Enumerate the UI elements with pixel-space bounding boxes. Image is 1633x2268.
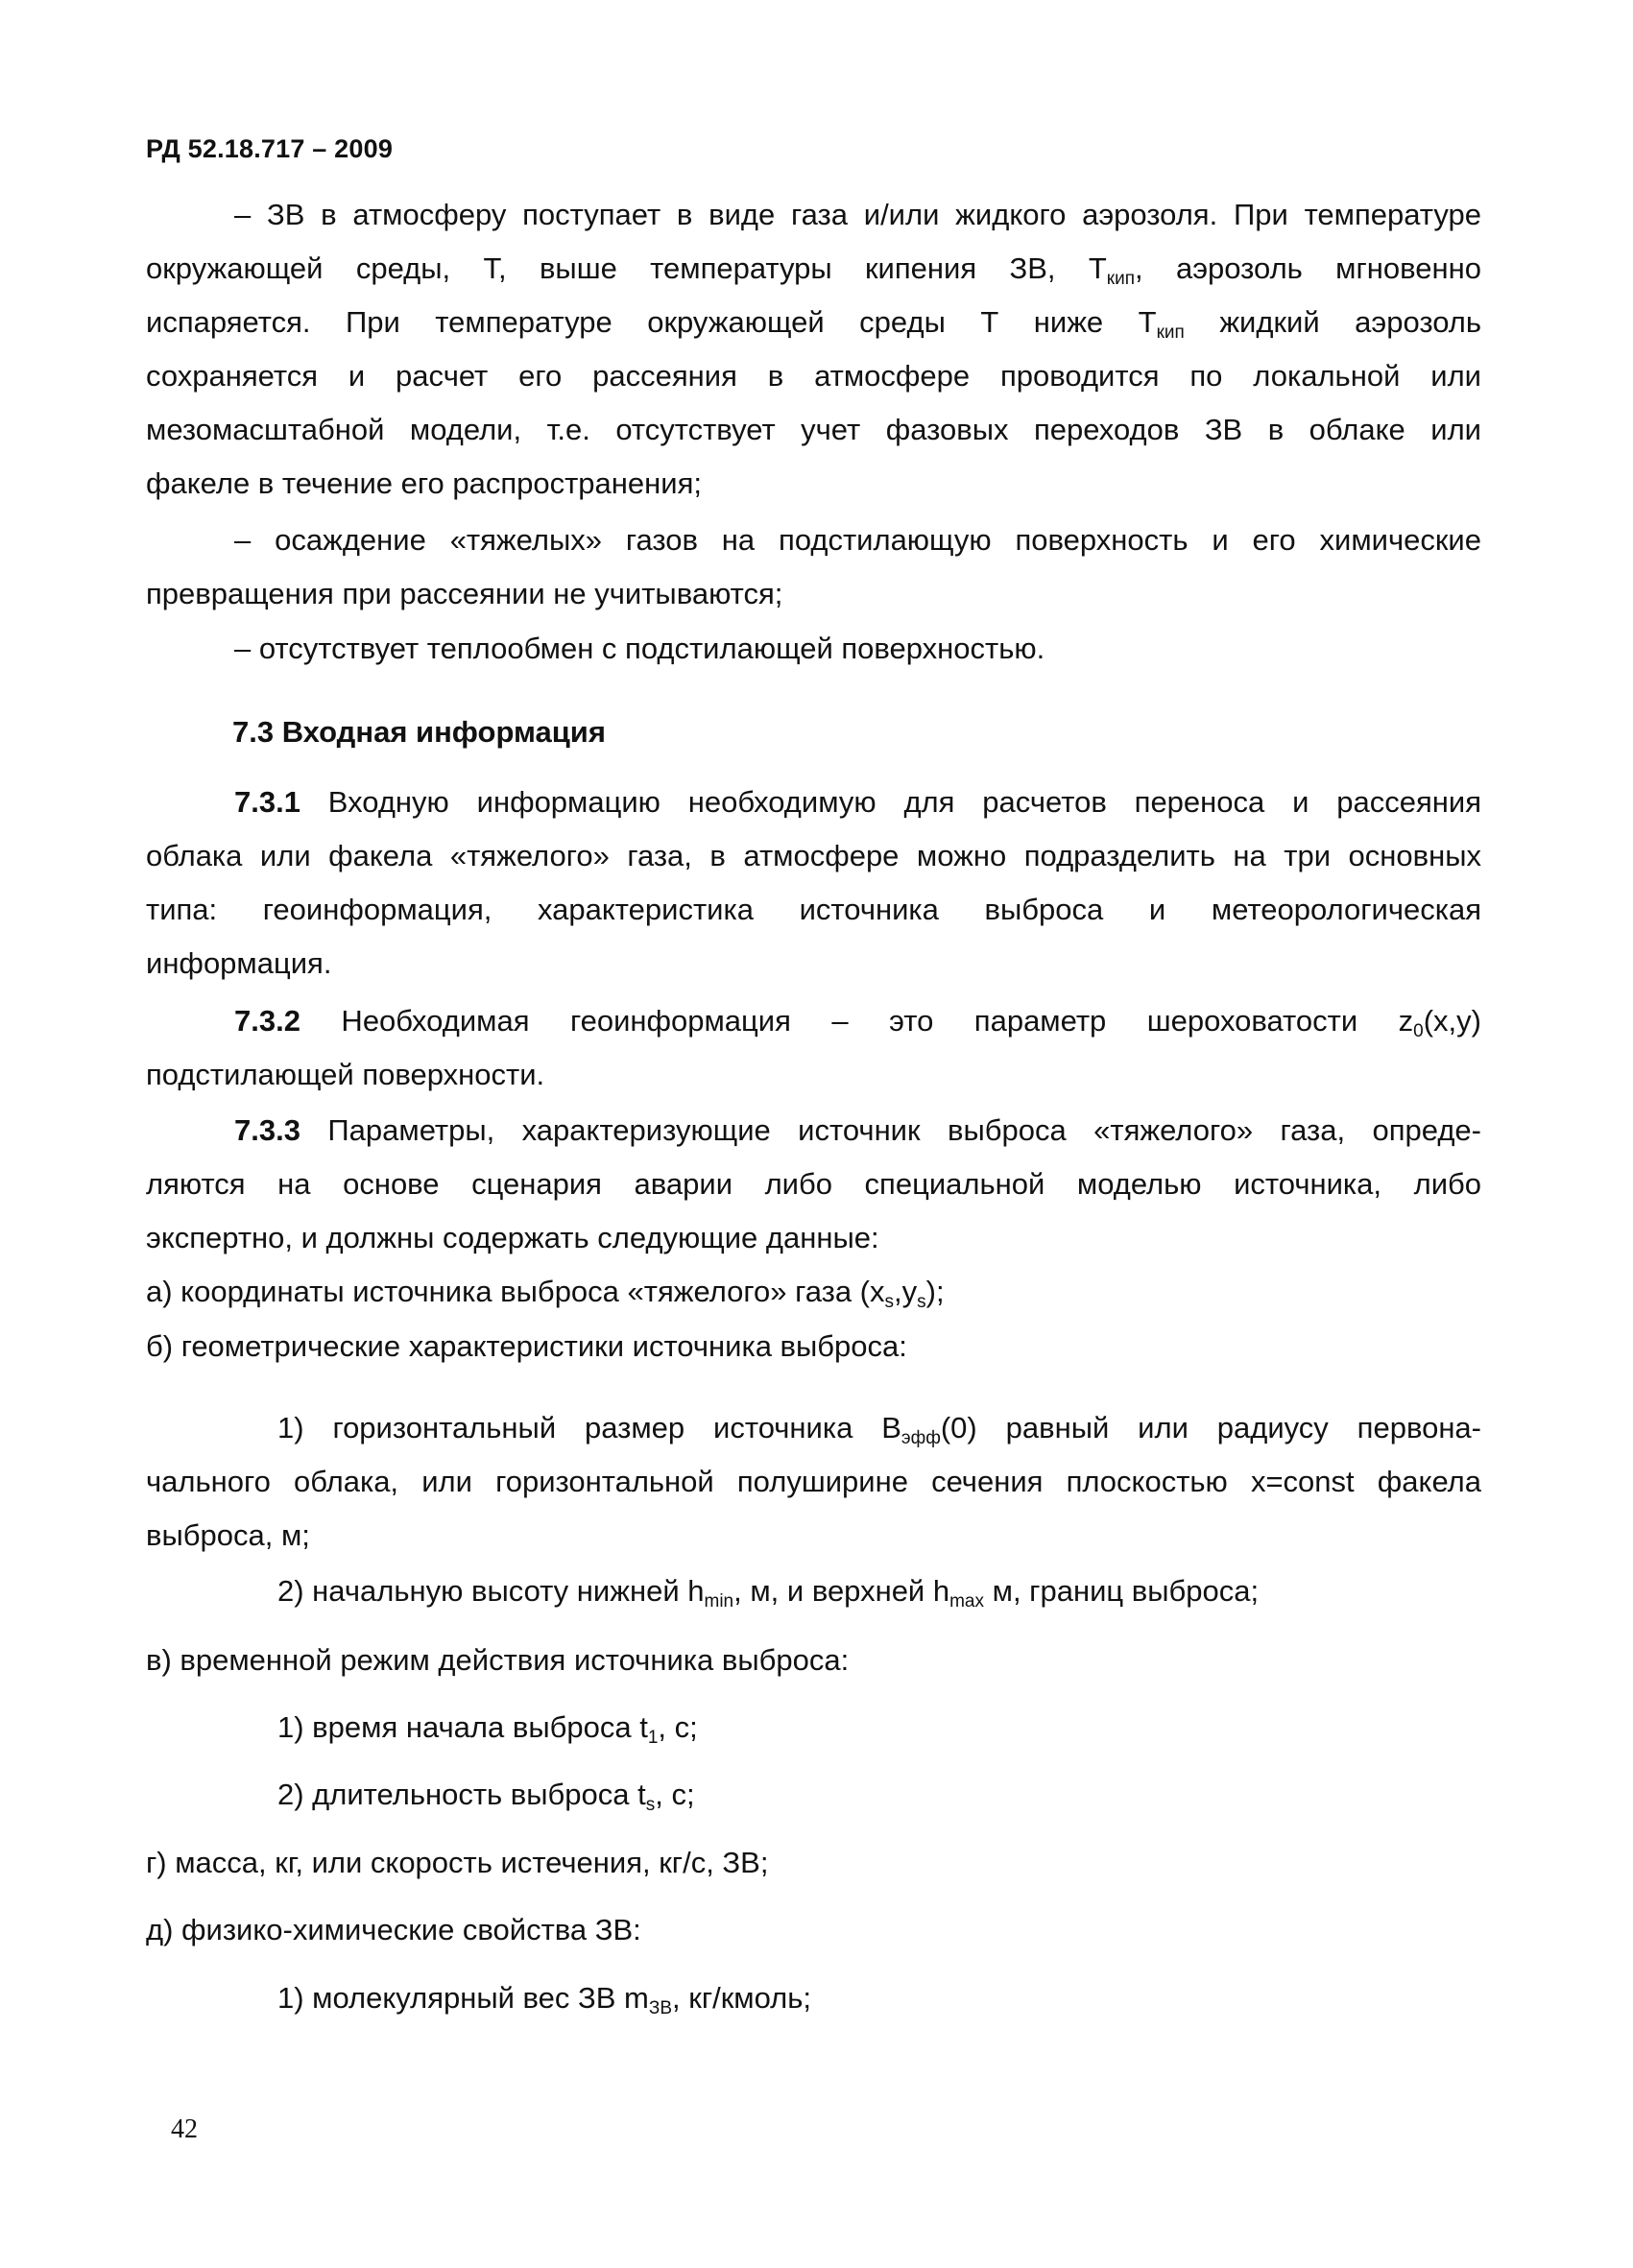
paragraph-7-3-1 [146, 776, 1481, 991]
text-line: сохраняется и расчет его рассеяния в атмосфере проводится по локальной или [146, 359, 1481, 393]
list-item-a [146, 1265, 1481, 1319]
text-line: облака или факела «тяжелого» газа, в атмосфере можно подразделить на три основных [146, 839, 1481, 872]
text-line: окружающей среды, Т, выше температуры кипения ЗВ, $Т_{кип}$, аэрозоль мгновенно [146, 251, 1482, 289]
text-line: 2) длительность выброса $t_s$, с; [277, 1778, 695, 1815]
text-line: 7.3.3 Параметры, характеризующие источник выброса «тяжелого» газа, опреде- [234, 1113, 1481, 1147]
text-line: подстилающей поверхности. [146, 1058, 545, 1091]
text-line: факеле в течение его распространения; [146, 466, 702, 500]
document-header: РД 52.18.717 – 2009 [146, 134, 394, 163]
list-item-v1 [146, 1701, 1481, 1755]
list-item-b1 [146, 1401, 1481, 1563]
text-line: а) координаты источника выброса «тяжелого» газа $(x_s,y_s)$; [146, 1275, 945, 1312]
text-line: д) физико-химические свойства ЗВ: [146, 1913, 641, 1946]
text-line: в) временной режим действия источника выброса: [146, 1643, 850, 1677]
section-heading: 7.3 Входная информация [232, 715, 606, 749]
text-line: – отсутствует теплообмен с подстилающей поверхностью. [234, 632, 1045, 665]
text-line: экспертно, и должны содержать следующие данные: [146, 1221, 879, 1254]
text-line: ляются на основе сценария аварии либо специальной моделью источника, либо [146, 1167, 1481, 1201]
list-item-heat-exchange [146, 622, 1481, 676]
paragraph-7-3-2 [146, 994, 1481, 1102]
list-item-phase-state [146, 188, 1481, 511]
list-item-b [146, 1320, 1481, 1373]
paragraph-7-3-3 [146, 1104, 1481, 1265]
text-line: – осаждение «тяжелых» газов на подстилающую поверхность и его химические [234, 523, 1481, 557]
list-item-d [146, 1903, 1481, 1957]
text-line: г) масса, кг, или скорость истечения, кг/с, ЗВ; [146, 1846, 769, 1879]
text-line: чального облака, или горизонтальной полуширине сечения плоскостью x=const факела [146, 1465, 1481, 1498]
text-line: 1) горизонтальный размер источника $В_{эфф}(0)$ равный или радиусу первона- [277, 1411, 1481, 1448]
text-line: 7.3.1 Входную информацию необходимую для расчетов переноса и рассеяния [234, 785, 1481, 819]
text-line: 7.3.2 Необходимая геоинформация – это параметр шероховатости $z_0(x,y)$ [234, 1004, 1481, 1041]
list-item-v2 [146, 1768, 1481, 1822]
text-line: б) геометрические характеристики источника выброса: [146, 1329, 907, 1363]
text-line: информация. [146, 946, 332, 980]
text-line: испаряется. При температуре окружающей среды Т ниже $Т_{кип}$ жидкий аэрозоль [146, 305, 1482, 343]
text-line: мезомасштабной модели, т.е. отсутствует учет фазовых переходов ЗВ в облаке или [146, 413, 1481, 446]
text-line: типа: геоинформация, характеристика источника выброса и метеорологическая [146, 893, 1481, 926]
text-line: 1) время начала выброса $t_1$, с; [277, 1710, 698, 1748]
text-line: 1) молекулярный вес ЗВ $m_{ЗВ}$, кг/кмоль; [277, 1981, 812, 2018]
list-item-b2 [146, 1564, 1481, 1618]
list-item-d1 [146, 1971, 1481, 2025]
page-number: 42 [171, 2114, 198, 2144]
list-item-g [146, 1836, 1481, 1890]
list-item-v [146, 1634, 1481, 1687]
text-line: превращения при рассеянии не учитываются; [146, 577, 783, 610]
list-item-deposition [146, 513, 1481, 621]
text-line: 2) начальную высоту нижней $h_{min}$, м, и верхней $h_{max}$ м, границ выброса; [277, 1574, 1260, 1611]
text-line: – ЗВ в атмосферу поступает в виде газа и/или жидкого аэрозоля. При температуре [234, 198, 1481, 231]
text-line: выброса, м; [146, 1518, 310, 1552]
